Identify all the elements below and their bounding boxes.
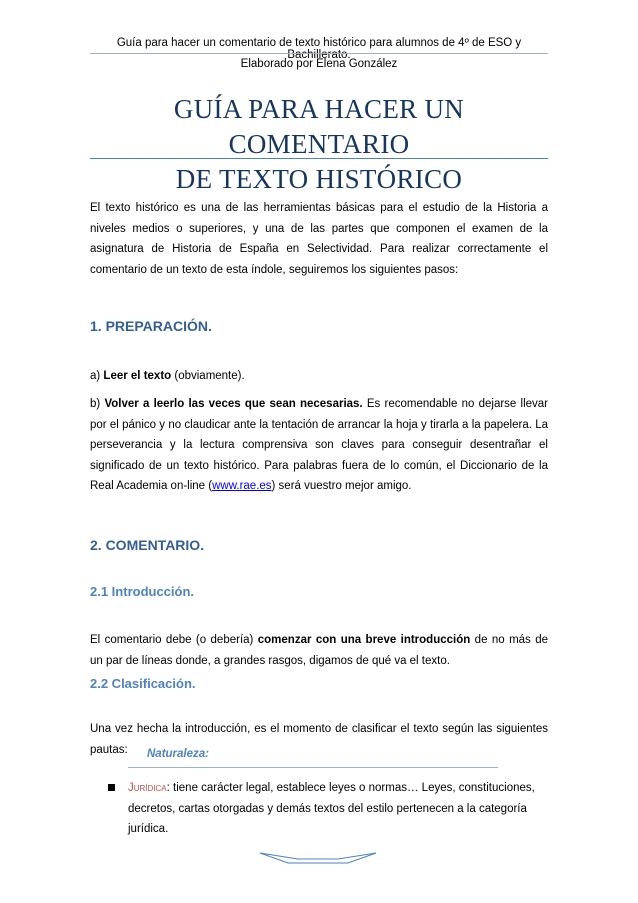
- step-b-prefix: b): [90, 398, 105, 410]
- step-b-bold: Volver a leerlo las veces que sean necesarias.: [104, 398, 363, 410]
- intro-advice-paragraph: [90, 630, 548, 671]
- classification-paragraph: Una vez hecha la introducción, es el momento de clasificar el texto según las siguientes pautas:: [90, 723, 548, 756]
- juridica-description: : tiene carácter legal, establece leyes o normas… Leyes, constituciones, decretos, cartas otorgadas y demás textos del estilo pertenecen a la categoría jurídica.: [128, 782, 535, 835]
- title-line-1: GUÍA PARA HACER UN COMENTARIO: [173, 94, 465, 159]
- juridica-term: Jurídica: [128, 782, 167, 794]
- header-divider: [90, 53, 548, 54]
- step-a-paragraph: [90, 366, 548, 387]
- step-a-prefix: a): [90, 370, 104, 382]
- title-divider: [90, 158, 548, 159]
- step-b-paragraph: [90, 394, 548, 497]
- intro-paragraph: El texto histórico es una de las herramientas básicas para el estudio de la Historia a niveles medios o superiores, y una de las partes que componen el examen de la asignatura de Historia de España en Selectividad. Para realizar correctamente el comentario de un texto de esta índole, seguiremos los siguientes pasos:: [90, 202, 548, 276]
- step-a-rest: (obviamente).: [171, 370, 245, 382]
- title-line-2: DE TEXTO HISTÓRICO: [175, 164, 463, 194]
- list-item-juridica: [128, 778, 548, 840]
- step-a-bold: Leer el texto: [103, 370, 172, 382]
- section-2-heading: 2. COMENTARIO.: [90, 537, 205, 553]
- section-1-heading: 1. PREPARACIÓN.: [90, 318, 212, 334]
- step-b-rest: Es recomendable no dejarse llevar por el pánico y no claudicar ante la tentación de arrancar la hoja y tirarla a la papelera. La perseverancia y la lectura comprensiva son claves para conseguir desentrañar el significado de un texto histórico. Para palabras fuera de lo común, el Diccionario de la Real Academia on-line (: [90, 398, 549, 492]
- step-b-end: ) será vuestro mejor amigo.: [271, 480, 412, 492]
- naturaleza-divider: [128, 767, 498, 768]
- subsection-2-1-heading: 2.1 Introducción.: [90, 584, 195, 599]
- document-title: [90, 92, 548, 197]
- header-author: Elaborado por Elena González: [240, 58, 398, 70]
- footer-ornament-icon: [258, 851, 378, 870]
- subsection-2-2-heading: 2.2 Clasificación.: [90, 676, 196, 691]
- intro-advice-bold: comenzar con una breve introducción: [257, 634, 471, 646]
- naturaleza-subheading: Naturaleza:: [147, 748, 209, 760]
- rae-link[interactable]: www.rae.es: [212, 480, 272, 492]
- intro-advice-post: de no más de un par de líneas donde, a grandes rasgos, digamos de qué va el texto.: [90, 634, 548, 667]
- intro-advice-pre: El comentario debe (o debería): [90, 634, 258, 646]
- header-title: Guía para hacer un comentario de texto histórico para alumnos de 4º de ESO y Bachillerato.: [116, 37, 522, 61]
- square-bullet-icon: [108, 784, 120, 792]
